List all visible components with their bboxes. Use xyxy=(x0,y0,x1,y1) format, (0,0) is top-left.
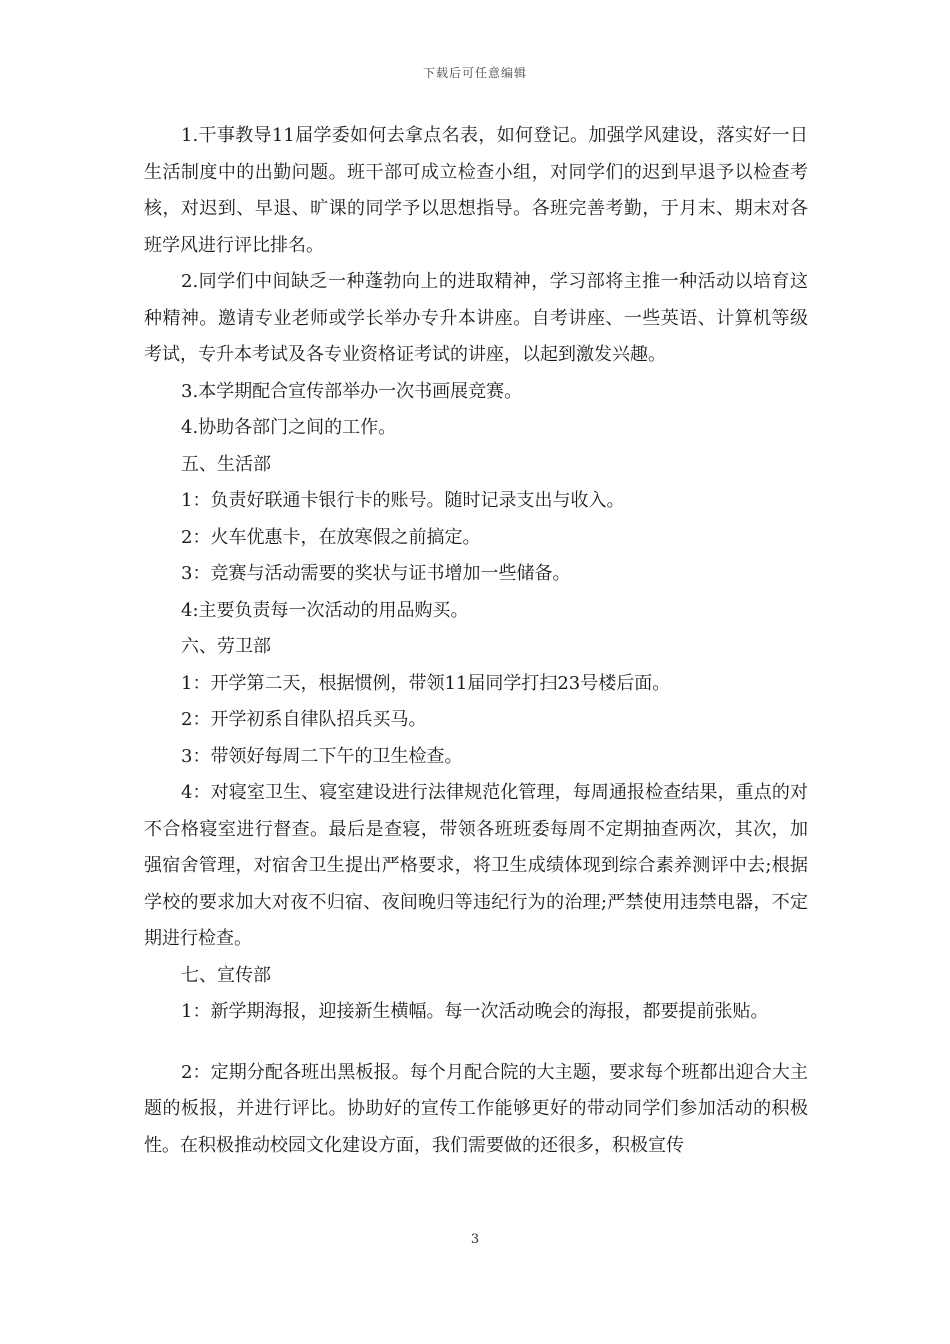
paragraph-labor-2: 2：开学初系自律队招兵买马。 xyxy=(181,709,427,730)
section-heading-publicity: 七、宣传部 xyxy=(181,964,271,986)
paragraph-study-2: 2.同学们中间缺乏一种蓬勃向上的进取精神，学习部将主推一种活动以培育这种精神。邀请专业老师或学长举办专升本讲座。自考讲座、一些英语、计算机等级考试，专升本考试及各专业资格证考试的讲座，以起到激发兴趣。 xyxy=(144,271,808,365)
paragraph-life-3: 3：竞赛与活动需要的奖状与证书增加一些储备。 xyxy=(181,563,571,584)
paragraph-labor-4: 4：对寝室卫生、寝室建设进行法律规范化管理，每周通报检查结果，重点的对不合格寝室进行督查。最后是查寝，带领各班班委每周不定期抽查两次，其次，加强宿舍管理，对宿舍卫生提出严格要求，将卫生成绩体现到综合素养测评中去;根据学校的要求加大对夜不归宿、夜间晚归等违纪行为的治理;严禁使用违禁电器，不定期进行检查。 xyxy=(144,782,808,949)
paragraph-labor-1: 1：开学第二天，根据惯例，带领11届同学打扫23号楼后面。 xyxy=(181,672,671,694)
paragraph-life-4: 4:主要负责每一次活动的用品购买。 xyxy=(181,599,469,621)
paragraph-publicity-1: 1：新学期海报，迎接新生横幅。每一次活动晚会的海报，都要提前张贴。 xyxy=(181,1001,769,1022)
document-body xyxy=(144,118,808,1164)
paragraph-study-4: 4.协助各部门之间的工作。 xyxy=(181,417,397,438)
paragraph-study-1: 1.干事教导11届学委如何去拿点名表，如何登记。加强学风建设，落实好一日生活制度中的出勤问题。班干部可成立检查小组，对同学们的迟到早退予以检查考核，对迟到、早退、旷课的同学予以思想指导。各班完善考勤，于月末、期末对各班学风进行评比排名。 xyxy=(144,125,808,256)
section-heading-life: 五、生活部 xyxy=(181,453,271,475)
page-number: 3 xyxy=(470,1232,480,1247)
paragraph-study-3: 3.本学期配合宣传部举办一次书画展竞赛。 xyxy=(181,380,523,402)
paragraph-labor-3: 3：带领好每周二下午的卫生检查。 xyxy=(181,745,463,767)
paragraph-life-1: 1：负责好联通卡银行卡的账号。随时记录支出与收入。 xyxy=(181,490,625,511)
section-heading-labor: 六、劳卫部 xyxy=(181,636,271,657)
paragraph-publicity-2: 2：定期分配各班出黑板报。每个月配合院的大主题，要求每个班都出迎合大主题的板报，并进行评比。协助好的宣传工作能够更好的带动同学们参加活动的积极性。在积极推动校园文化建设方面，我们需要做的还很多，积极宣传 xyxy=(144,1061,808,1156)
paragraph-life-2: 2：火车优惠卡，在放寒假之前搞定。 xyxy=(181,526,481,548)
page-header: 下载后可任意编辑 xyxy=(422,66,527,80)
